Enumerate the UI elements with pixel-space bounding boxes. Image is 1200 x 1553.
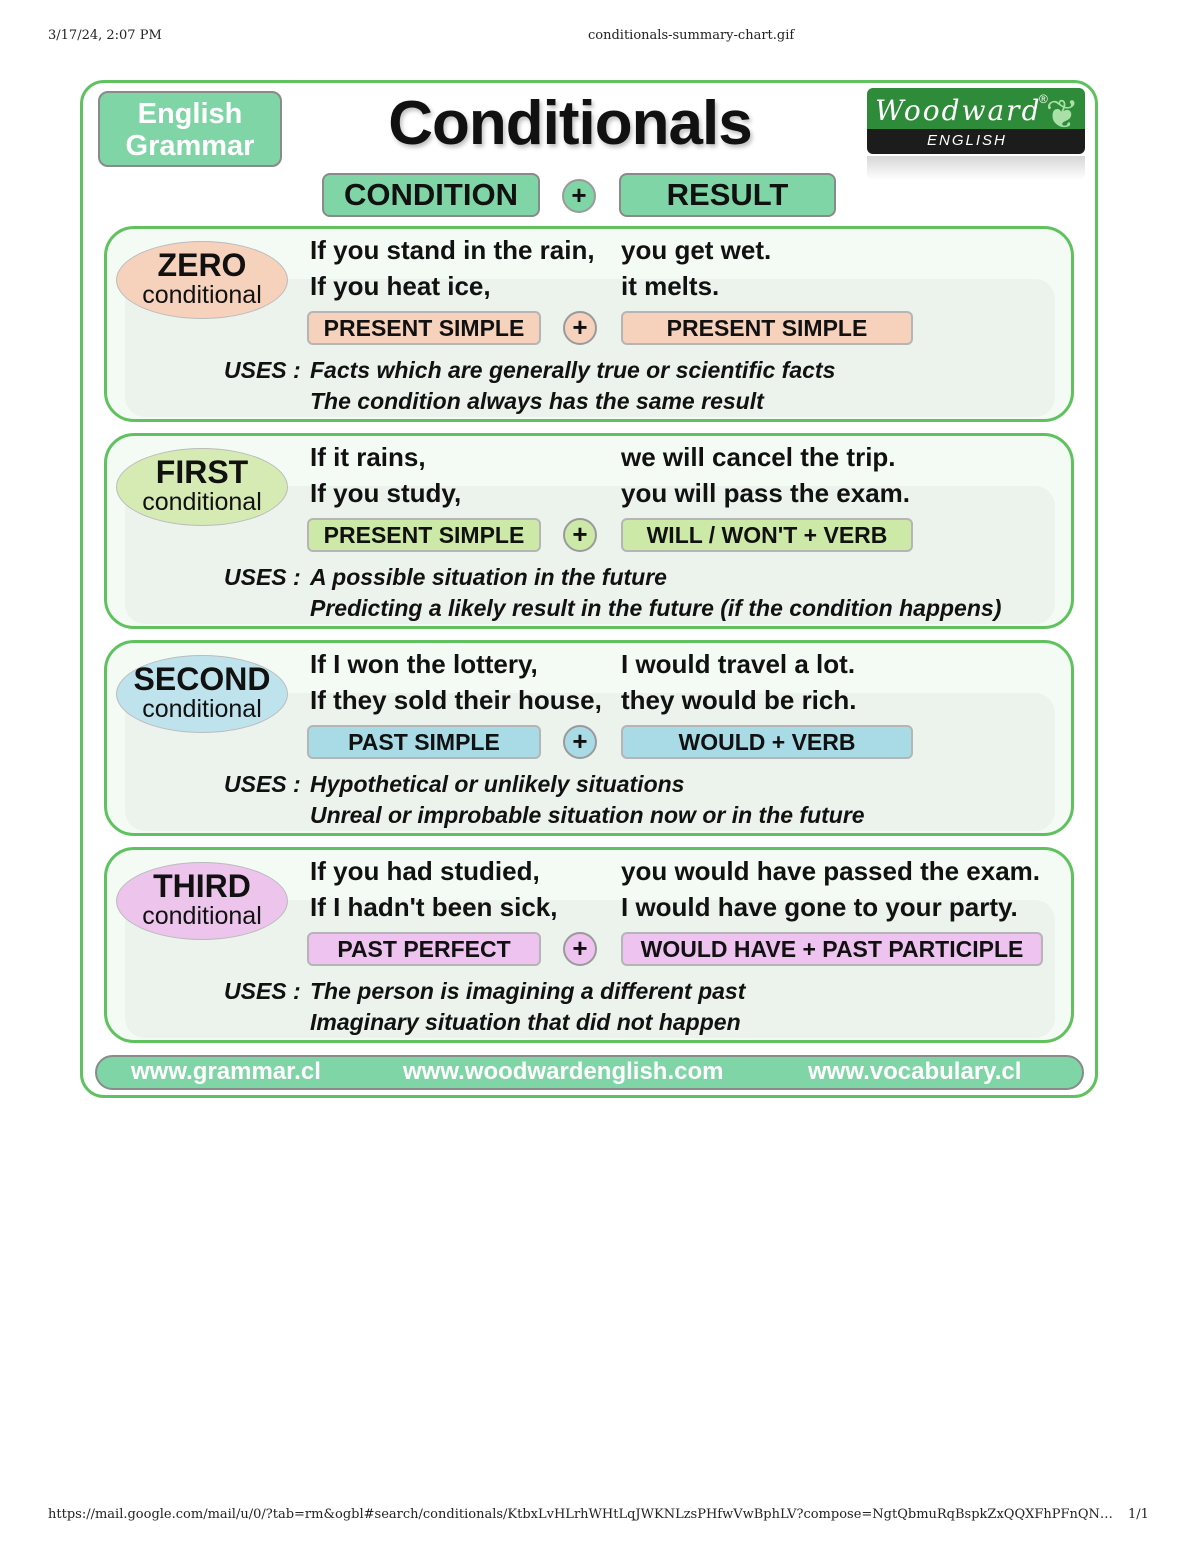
conditional-type-name: THIRD: [153, 868, 251, 904]
example-result: I would travel a lot.: [621, 649, 856, 679]
example-result: it melts.: [621, 271, 720, 301]
conditional-type-oval: [116, 448, 288, 526]
section-second-conditional: [104, 640, 1074, 836]
example-condition: If I hadn't been sick,: [310, 892, 558, 922]
link-woodwardenglish[interactable]: www.woodwardenglish.com: [403, 1058, 724, 1085]
fern-icon: ❦: [1045, 93, 1079, 137]
logo-word: Woodward: [875, 94, 1042, 127]
result-tense: PRESENT SIMPLE: [621, 311, 913, 345]
use-line: Facts which are generally true or scientific facts: [310, 357, 836, 383]
example-condition: If they sold their house,: [310, 685, 602, 715]
plus-icon: +: [562, 179, 596, 213]
print-datetime: 3/17/24, 2:07 PM: [48, 28, 162, 43]
example-condition: If you study,: [310, 478, 462, 508]
use-line: A possible situation in the future: [310, 564, 667, 590]
condition-tense: PRESENT SIMPLE: [307, 518, 541, 552]
use-line: Predicting a likely result in the future (if the condition happens): [310, 595, 1002, 621]
link-grammar[interactable]: www.grammar.cl: [131, 1058, 321, 1085]
plus-icon: +: [563, 932, 597, 966]
conditional-type-sub: conditional: [142, 902, 262, 930]
logo-sub: ENGLISH: [927, 132, 1007, 149]
use-line: Unreal or improbable situation now or in the future: [310, 802, 865, 828]
example-result: I would have gone to your party.: [621, 892, 1018, 922]
use-line: Hypothetical or unlikely situations: [310, 771, 685, 797]
condition-header: CONDITION: [322, 173, 540, 217]
english-grammar-badge: [98, 91, 282, 167]
conditional-type-sub: conditional: [142, 281, 262, 309]
example-result: you would have passed the exam.: [621, 856, 1041, 886]
example-condition: If it rains,: [310, 442, 426, 472]
example-condition: If I won the lottery,: [310, 649, 538, 679]
page-title: Conditionals: [388, 89, 752, 158]
conditional-type-name: FIRST: [155, 454, 249, 490]
conditional-type-oval: [116, 241, 288, 319]
plus-icon: +: [563, 725, 597, 759]
plus-icon: +: [563, 311, 597, 345]
example-condition: If you heat ice,: [310, 271, 491, 301]
example-result: we will cancel the trip.: [621, 442, 896, 472]
uses-label: USES :: [224, 357, 301, 383]
use-line: Imaginary situation that did not happen: [310, 1009, 741, 1035]
conditional-type-name: ZERO: [157, 247, 247, 283]
example-result: they would be rich.: [621, 685, 857, 715]
conditional-type-oval: [116, 862, 288, 940]
use-line: The condition always has the same result: [310, 388, 764, 414]
logo-registered-mark: ®: [1039, 92, 1048, 106]
logo-reflection: [867, 156, 1085, 180]
link-vocabulary[interactable]: www.vocabulary.cl: [808, 1058, 1022, 1085]
badge-line-2: Grammar: [125, 130, 255, 162]
section-third-conditional: [104, 847, 1074, 1043]
example-result: you get wet.: [621, 235, 772, 265]
print-url: https://mail.google.com/mail/u/0/?tab=rm&ogbl#search/conditionals/KtbxLvHLrhWHtLqJWKNLzsPHfwVwBphLV?compose=NgtQbmuRqBspkZxQQXFhPFnQN…: [48, 1507, 1113, 1522]
badge-line-1: English: [137, 98, 243, 130]
example-condition: If you had studied,: [310, 856, 540, 886]
uses-label: USES :: [224, 564, 301, 590]
woodward-logo: [867, 88, 1085, 154]
condition-tense: PRESENT SIMPLE: [307, 311, 541, 345]
conditional-type-name: SECOND: [133, 661, 271, 697]
condition-tense: PAST SIMPLE: [307, 725, 541, 759]
result-tense: WOULD HAVE + PAST PARTICIPLE: [621, 932, 1043, 966]
section-first-conditional: [104, 433, 1074, 629]
section-zero-conditional: [104, 226, 1074, 422]
print-page-number: 1/1: [1128, 1507, 1149, 1522]
print-filename: conditionals-summary-chart.gif: [588, 28, 795, 43]
result-tense: WOULD + VERB: [621, 725, 913, 759]
conditional-type-sub: conditional: [142, 488, 262, 516]
condition-tense: PAST PERFECT: [307, 932, 541, 966]
uses-label: USES :: [224, 978, 301, 1004]
uses-label: USES :: [224, 771, 301, 797]
conditional-type-oval: [116, 655, 288, 733]
plus-icon: +: [563, 518, 597, 552]
example-condition: If you stand in the rain,: [310, 235, 595, 265]
result-header: RESULT: [619, 173, 836, 217]
example-result: you will pass the exam.: [621, 478, 910, 508]
conditional-type-sub: conditional: [142, 695, 262, 723]
links-bar: [95, 1055, 1084, 1090]
result-tense: WILL / WON'T + VERB: [621, 518, 913, 552]
use-line: The person is imagining a different past: [310, 978, 746, 1004]
